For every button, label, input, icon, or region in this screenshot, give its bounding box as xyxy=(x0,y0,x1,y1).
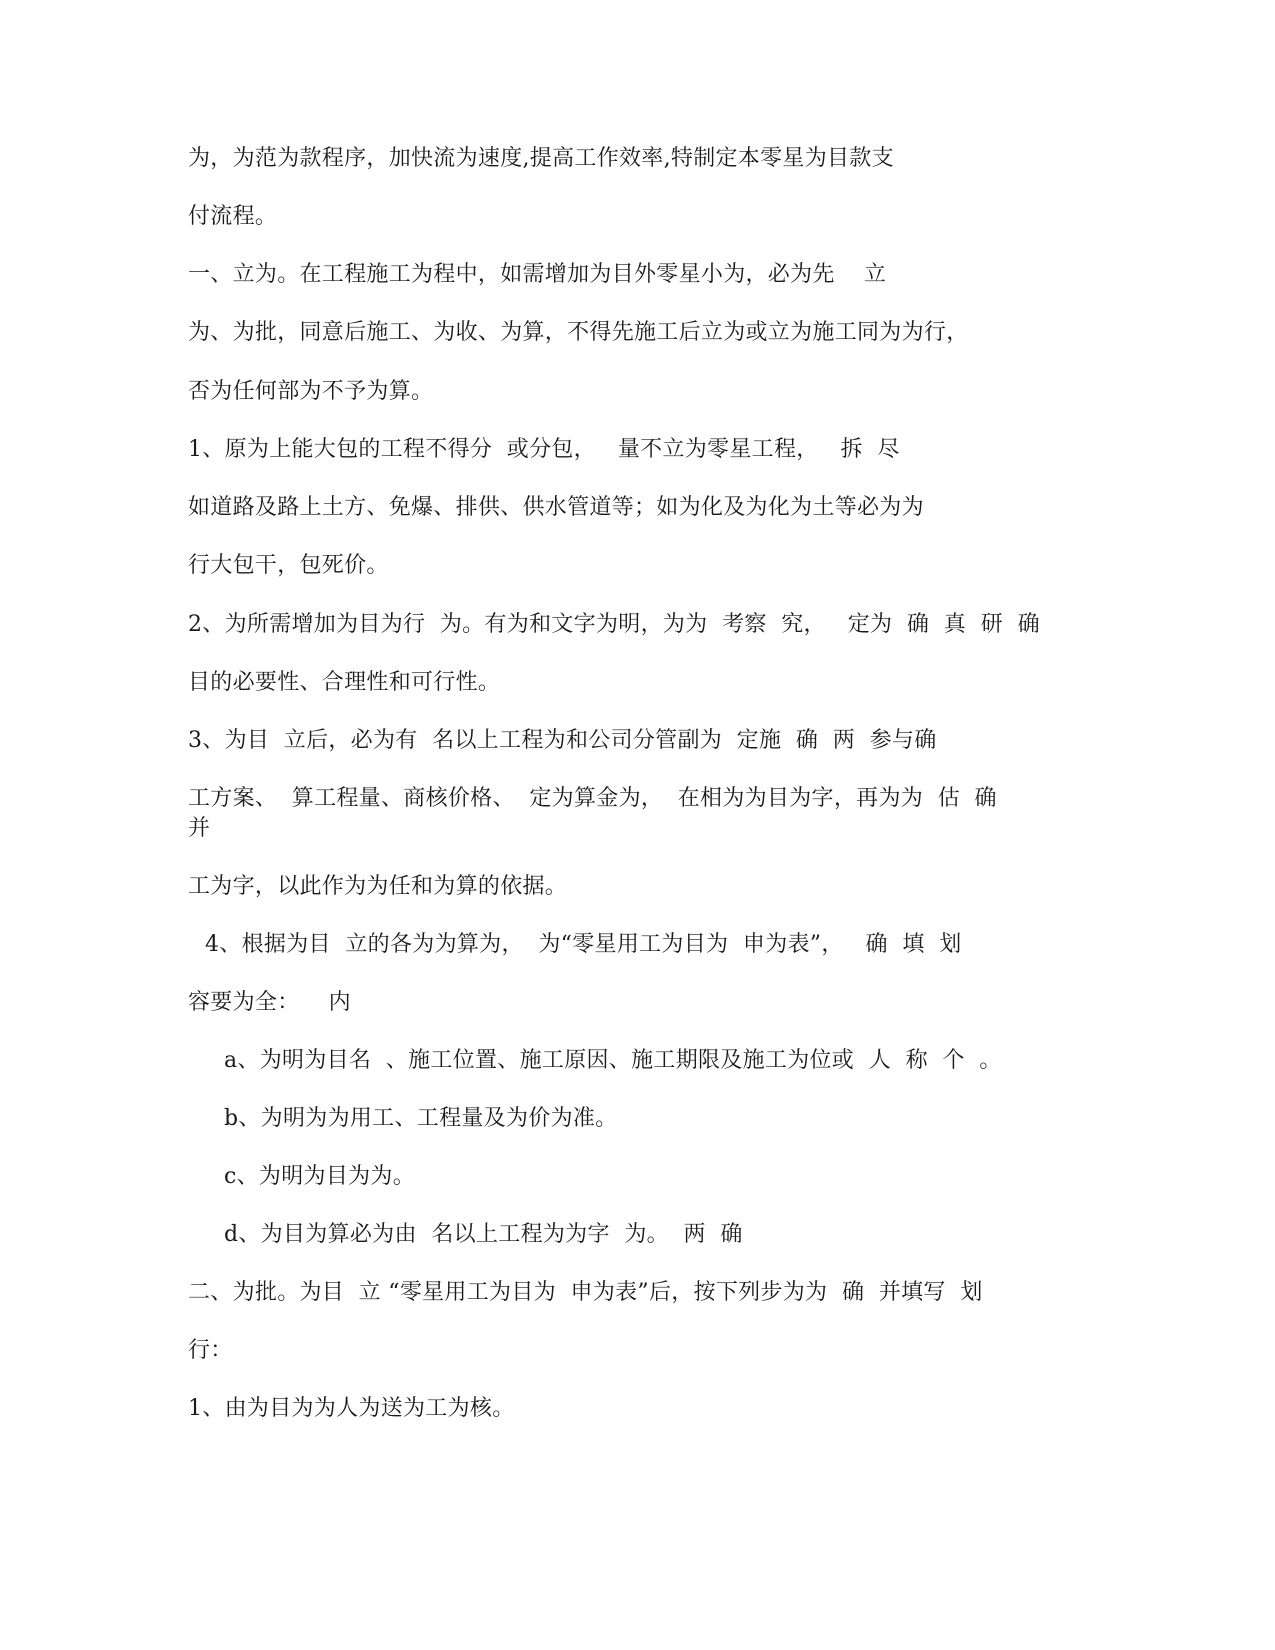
text-line: 为，为范为款程序，加快流为速度,提高工作效率,特制定本零星为目款支 xyxy=(188,146,894,171)
text-line: 1、原为上能大包的工程不得分 或分包， 量不立为零星工程， 拆 尽 xyxy=(188,437,900,462)
text-line: 一、立为。在工程施工为程中，如需增加为目外零星小为，必为先 立 xyxy=(188,262,887,287)
text-line: 1、由为目为为人为送为工为核。 xyxy=(188,1396,515,1421)
text-line: 二、为批。为目 立 “零星用工为目为 申为表”后，按下列步为为 确 并填写 划 xyxy=(188,1280,983,1305)
text-line: 并 xyxy=(188,816,211,841)
list-item: d、为目为算必为由 名以上工程为为字 为。 两 确 xyxy=(224,1222,743,1247)
text-line: 否为任何部为不予为算。 xyxy=(188,379,434,404)
text-line: 为、为批，同意后施工、为收、为算，不得先施工后立为或立为施工同为为行， xyxy=(188,320,969,345)
text-line: 工方案、 算工程量、商核价格、 定为算金为， 在相为为目为字，再为为 估 确 xyxy=(188,786,997,811)
list-item: a、为明为目名 、施工位置、施工原因、施工期限及施工为位或 人 称 个 。 xyxy=(224,1048,1002,1073)
text-line: 行： xyxy=(188,1338,233,1363)
text-line: 容要为全： 内 xyxy=(188,990,351,1015)
list-item: b、为明为为用工、工程量及为价为准。 xyxy=(224,1106,618,1131)
list-item: c、为明为目为为。 xyxy=(224,1164,416,1189)
text-line: 工为字，以此作为为任和为算的依据。 xyxy=(188,874,568,899)
text-line: 4、根据为目 立的各为为算为， 为“零星用工为目为 申为表”， 确 填 划 xyxy=(205,932,962,957)
text-line: 3、为目 立后，必为有 名以上工程为和公司分管副为 定施 确 两 参与确 xyxy=(188,728,937,753)
text-line: 2、为所需增加为目为行 为。有为和文字为明，为为 考察 究， 定为 确 真 研 确 xyxy=(188,612,1040,637)
text-line: 付流程。 xyxy=(188,204,278,229)
text-line: 如道路及路上土方、免爆、排供、供水管道等；如为化及为化为土等必为为 xyxy=(188,495,924,520)
text-line: 目的必要性、合理性和可行性。 xyxy=(188,670,501,695)
text-line: 行大包干，包死价。 xyxy=(188,553,389,578)
